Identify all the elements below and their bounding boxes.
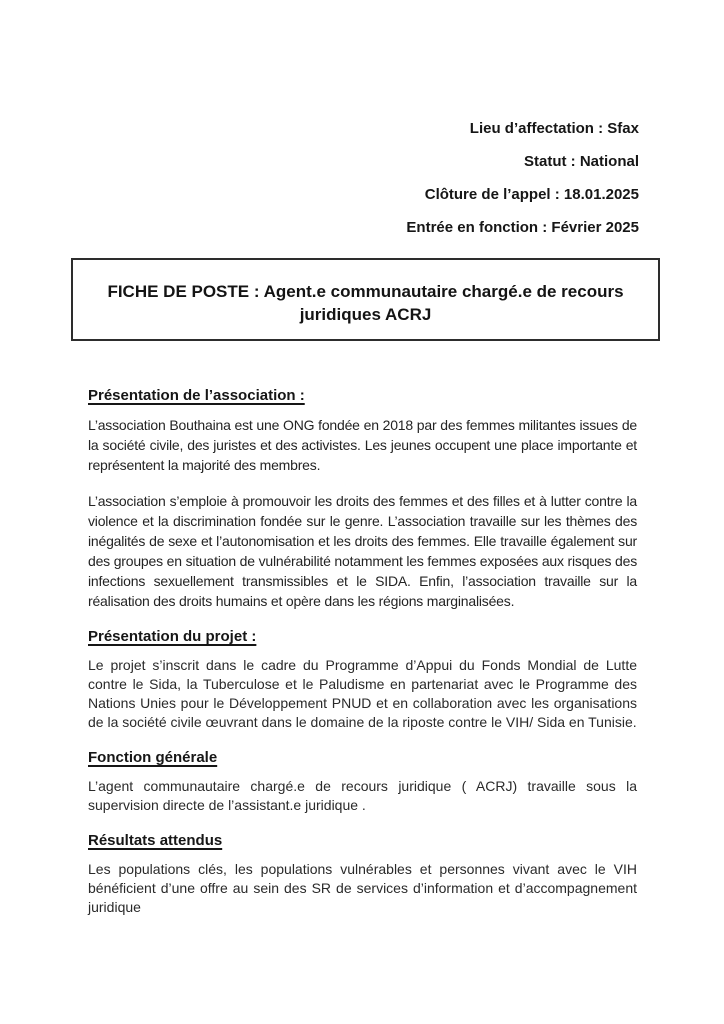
section-heading-resultats: Résultats attendus (88, 832, 223, 849)
duty-station-line: Lieu d’affectation : Sfax (469, 120, 639, 137)
section-heading-projet: Présentation du projet : (88, 628, 257, 645)
section-heading-fonction: Fonction générale (88, 749, 218, 766)
start-date-line: Entrée en fonction : Février 2025 (406, 219, 639, 236)
paragraph-projet: Le projet s’inscrit dans le cadre du Programme d’Appui du Fonds Mondial de Lutte contre le Sida, la Tuberculose et le Paludisme en partenariat avec le Programme des Nations Unies pour le Développement PNUD et en collaboration avec les organisations de la société civile œuvrant dans le domaine de la riposte contre le VIH/ Sida en Tunisie. (88, 657, 637, 730)
section-resultats (88, 833, 637, 917)
paragraph-association-2: L’association s’emploie à promouvoir les droits des femmes et des filles et à lutter contre la violence et la discrimination fondée sur le genre. L’association travaille sur les thèmes des inégalités de sexe et l’autonomisation et les droits des femmes. Elle travaille également sur des groupes en situation de vulnérabilité notamment les femmes exposées aux risques des infections sexuellement transmissibles et le SIDA. Enfin, l’association travaille sur la réalisation des droits humains et opère dans les régions marginalisées. (88, 493, 637, 609)
status-line: Statut : National (524, 153, 639, 170)
content-body (88, 388, 637, 917)
section-fonction (88, 750, 637, 815)
closing-date-line: Clôture de l’appel : 18.01.2025 (424, 186, 639, 203)
section-projet (88, 629, 637, 732)
paragraph-association-1: L’association Bouthaina est une ONG fondée en 2018 par des femmes militantes issues de la société civile, des juristes et des activistes. Les jeunes occupent une place importante et représentent la majorité des membres. (88, 417, 637, 473)
header-info-block (406, 121, 639, 253)
section-association (88, 388, 637, 611)
section-heading-association: Présentation de l’association : (88, 387, 305, 404)
title-box (71, 258, 660, 341)
document-title: FICHE DE POSTE : Agent.e communautaire chargé.e de recours juridiques ACRJ (107, 281, 624, 324)
paragraph-resultats: Les populations clés, les populations vulnérables et personnes vivant avec le VIH bénéficient d’une offre au sein des SR de services d’information et d’accompagnement juridique (88, 861, 637, 915)
paragraph-fonction: L’agent communautaire chargé.e de recours juridique ( ACRJ) travaille sous la supervision directe de l’assistant.e juridique . (88, 778, 637, 813)
